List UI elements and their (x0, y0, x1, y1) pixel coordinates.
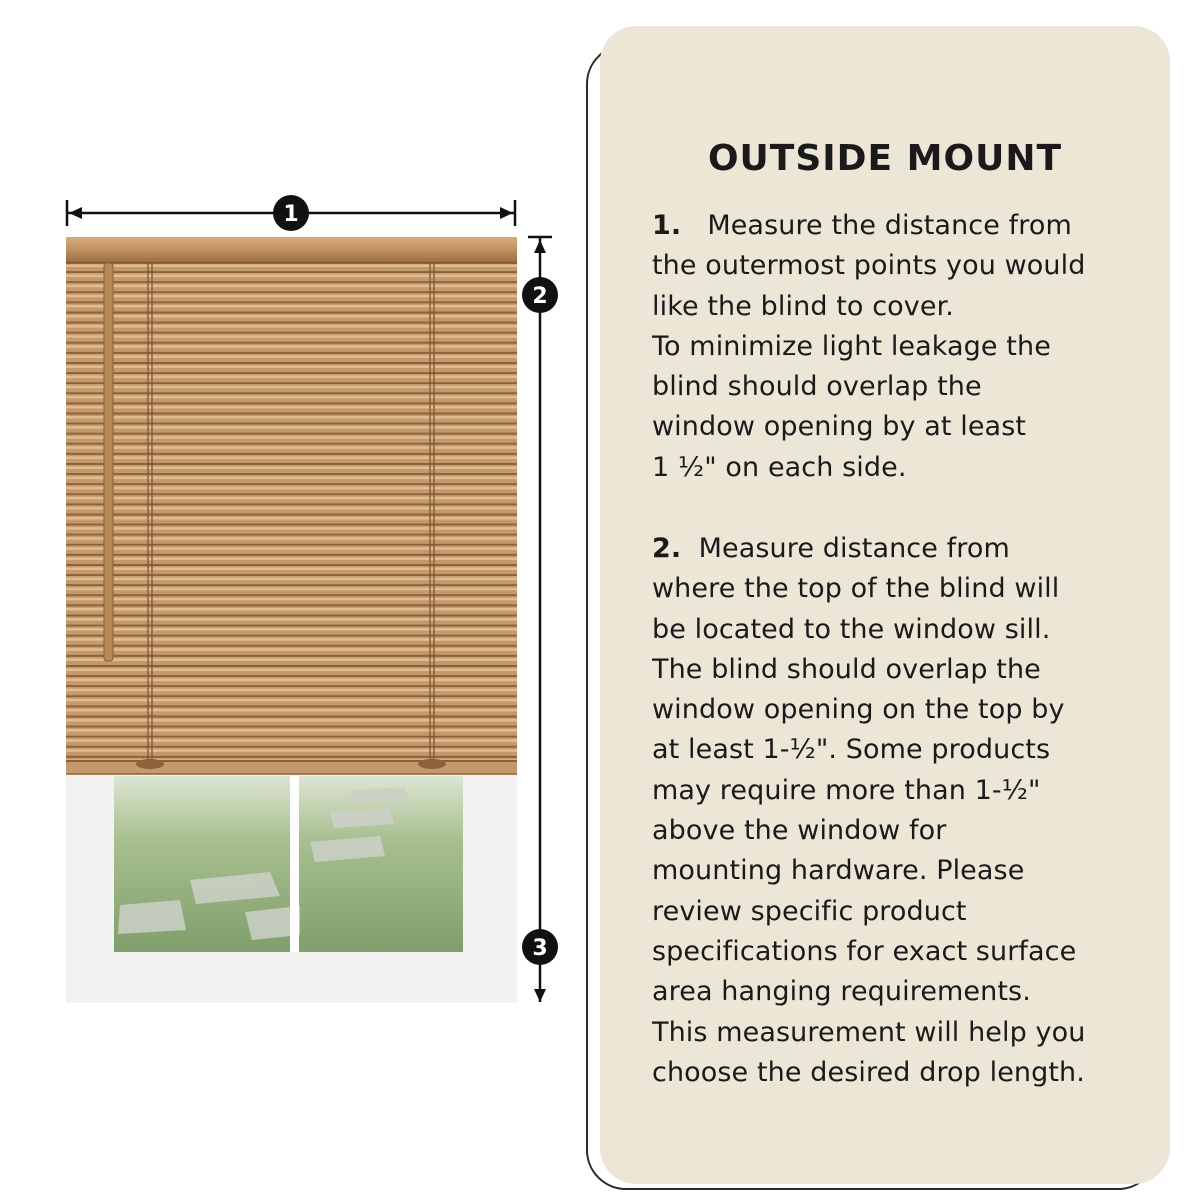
blind-slat-shadow (66, 604, 517, 606)
blind-slat-highlight (66, 467, 517, 470)
blind-slat-highlight (66, 305, 517, 308)
head-rail (66, 237, 517, 263)
blind-slat-highlight (66, 366, 517, 369)
blind-slat-highlight (66, 598, 517, 601)
blind-slat-shadow (66, 342, 517, 344)
blind-slat-shadow (66, 433, 517, 435)
marker-1 (273, 195, 309, 231)
blind-slat-highlight (66, 386, 517, 389)
blind-slat-highlight (66, 709, 517, 712)
blind-slat-highlight (66, 315, 517, 318)
marker-1-label: 1 (283, 202, 299, 227)
blind-slat-highlight (66, 699, 517, 702)
step-1-text: Measure the distance from the outermost points you would like the blind to cover. To minimize light leakage the blind should overlap the window opening by at least 1 ½" on each side. (652, 210, 1086, 483)
blind-illustration (0, 0, 580, 1200)
blind-slat-shadow (66, 584, 517, 586)
blind-slat-highlight (66, 729, 517, 732)
blind-slat-highlight (66, 608, 517, 611)
blind-slat-shadow (66, 726, 517, 728)
blind-slat-shadow (66, 645, 517, 647)
blind-slat-shadow (66, 322, 517, 324)
blind-slat-highlight (66, 749, 517, 752)
blind-slat-highlight (66, 497, 517, 500)
blind-slat-shadow (66, 534, 517, 536)
blind-slat-shadow (66, 291, 517, 293)
blind-slat-shadow (66, 594, 517, 596)
blind-slat-shadow (66, 463, 517, 465)
blind-slat-highlight (66, 618, 517, 621)
blind-slat-shadow (66, 665, 517, 667)
blind-slat-highlight (66, 588, 517, 591)
blind-slat-highlight (66, 527, 517, 530)
blind-slat-shadow (66, 362, 517, 364)
blind-slat-highlight (66, 679, 517, 682)
blind-slat-shadow (66, 271, 517, 273)
blind-slat-shadow (66, 524, 517, 526)
blind-slat-highlight (66, 416, 517, 419)
marker-2 (522, 277, 558, 313)
blind-slat-shadow (66, 685, 517, 687)
blind-slat-shadow (66, 736, 517, 738)
blind-slat-highlight (66, 406, 517, 409)
blind-slat-shadow (66, 301, 517, 303)
tilt-wand (104, 263, 113, 661)
blind-slat-shadow (66, 554, 517, 556)
blind-slat-shadow (66, 514, 517, 516)
blind-slat-shadow (66, 413, 517, 415)
blind-slat-highlight (66, 689, 517, 692)
blind-slat-shadow (66, 281, 517, 283)
blind-slat-shadow (66, 372, 517, 374)
blind-slat-highlight (66, 355, 517, 358)
blind-slat-highlight (66, 487, 517, 490)
blind-slat-shadow (66, 625, 517, 627)
blind-slat-highlight (66, 638, 517, 641)
window (66, 760, 517, 1003)
marker-2-label: 2 (532, 284, 548, 309)
height-dimension (528, 237, 552, 1002)
blind-slat-shadow (66, 352, 517, 354)
blind-slat-highlight (66, 658, 517, 661)
blind-slat-shadow (66, 655, 517, 657)
blind-slat-highlight (66, 275, 517, 278)
blind-slat-shadow (66, 705, 517, 707)
marker-3 (522, 929, 558, 965)
blind-slat-highlight (66, 335, 517, 338)
blind-slat-shadow (66, 392, 517, 394)
blind-slat-highlight (66, 547, 517, 550)
blind-slat-shadow (66, 332, 517, 334)
outside-mount-card (600, 26, 1170, 1184)
blind-slat-highlight (66, 376, 517, 379)
blind-slat-shadow (66, 574, 517, 576)
blind-slat-highlight (66, 477, 517, 480)
blind-slat-highlight (66, 739, 517, 742)
blind-slat-shadow (66, 635, 517, 637)
marker-3-label: 3 (532, 936, 548, 961)
blind-slat-highlight (66, 456, 517, 459)
window-pane-right (299, 776, 463, 952)
blind-slat-highlight (66, 719, 517, 722)
blind-slat-shadow (66, 382, 517, 384)
blind-slat-highlight (66, 507, 517, 510)
blind-slat-highlight (66, 325, 517, 328)
blind-slat-highlight (66, 345, 517, 348)
blind-slat-shadow (66, 483, 517, 485)
blind-slat-shadow (66, 312, 517, 314)
blind-slat-shadow (66, 443, 517, 445)
step-2-number: 2. (652, 533, 682, 564)
blind-slat-shadow (66, 493, 517, 495)
blind-slat-shadow (66, 453, 517, 455)
blind-slat-shadow (66, 473, 517, 475)
blind-slat-shadow (66, 423, 517, 425)
blind-slat-highlight (66, 568, 517, 571)
blind-slat-shadow (66, 756, 517, 758)
blind-slat-highlight (66, 426, 517, 429)
blind-slat-shadow (66, 675, 517, 677)
step-1-number: 1. (652, 210, 682, 241)
blind-slat-highlight (66, 557, 517, 560)
blind-slat-highlight (66, 669, 517, 672)
blind-slat-highlight (66, 517, 517, 520)
blind-slats (66, 263, 517, 762)
blind-slat-highlight (66, 265, 517, 268)
blind-slat-highlight (66, 295, 517, 298)
blind-slat-shadow (66, 402, 517, 404)
blind-slat-shadow (66, 716, 517, 718)
blind-slat-shadow (66, 615, 517, 617)
blind-slat-highlight (66, 436, 517, 439)
blind-slat-shadow (66, 695, 517, 697)
blind-slat-shadow (66, 503, 517, 505)
step-2 (652, 529, 1152, 1093)
blind-slat-highlight (66, 537, 517, 540)
blind-slat-highlight (66, 648, 517, 651)
blind-slat-highlight (66, 446, 517, 449)
blind-slat-highlight (66, 285, 517, 288)
blind-slat-highlight (66, 628, 517, 631)
step-1 (652, 206, 1152, 488)
blind-slat-highlight (66, 396, 517, 399)
blind-slat-shadow (66, 760, 517, 762)
blind-slat-shadow (66, 746, 517, 748)
blind-slat-shadow (66, 564, 517, 566)
blind-slat-shadow (66, 544, 517, 546)
blind-slat-highlight (66, 578, 517, 581)
step-2-text: Measure distance from where the top of the blind will be located to the window sill. The blind should overlap the window opening on the top by at least 1-½". Some products may require more than 1-½" above the window for mounting hardware. Please review specific product specifications for exact surface area hanging requirements. This measurement will help you choose the desired drop length. (652, 533, 1086, 1088)
card-title: OUTSIDE MOUNT (707, 138, 1063, 179)
